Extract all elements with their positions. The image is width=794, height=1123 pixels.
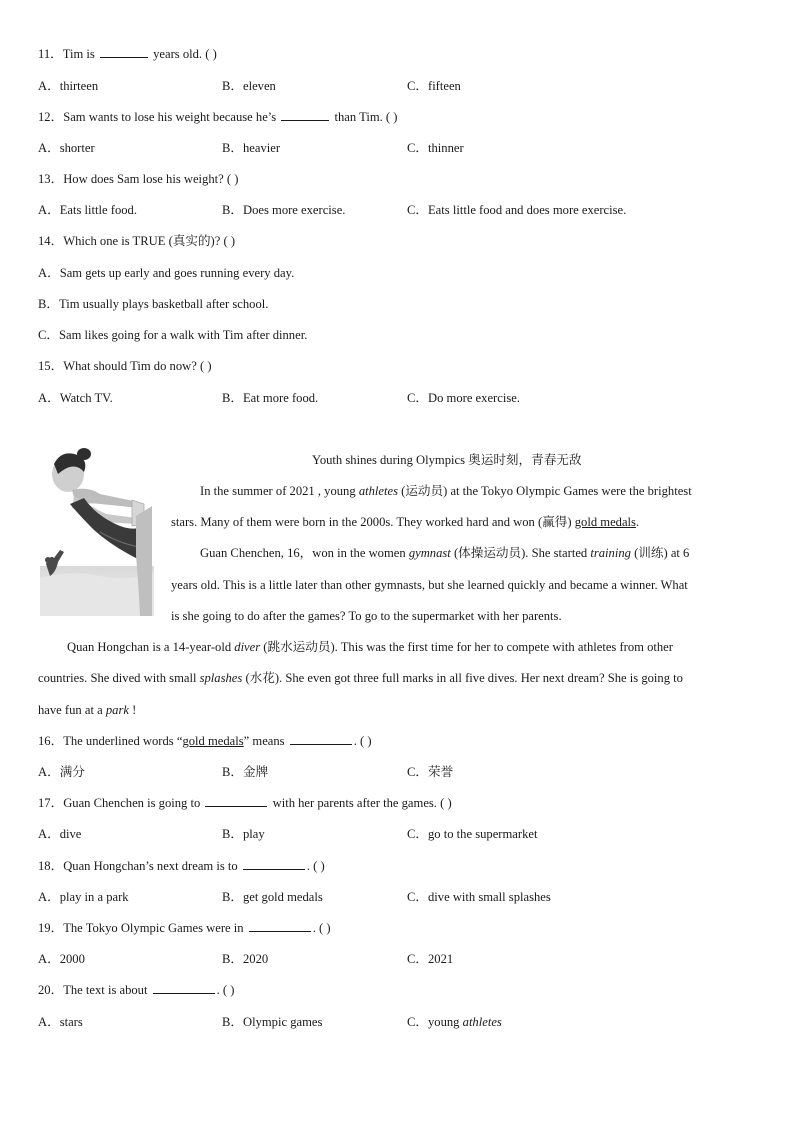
answer-blank [100, 46, 148, 58]
option-a: A．Eats little food. [38, 203, 137, 217]
option-b: B．Eat more food. [222, 391, 319, 405]
passage-paragraph-2-line-3: is she going to do after the games? To go to the supermarket with her parents. [171, 609, 562, 623]
answer-blank [281, 109, 329, 121]
option-b: B．Tim usually plays basketball after school. [38, 297, 269, 311]
question-18: 18．Quan Hongchan’s next dream is to . ( ) [38, 859, 325, 873]
answer-blank [153, 982, 215, 994]
option-b: B．heavier [222, 141, 281, 155]
option-a: A．play in a park [38, 890, 129, 904]
passage-paragraph-3-line-2: countries. She dived with small splashes (水花). She even got three full marks in all five dives. Her next dream? She is going to [38, 671, 683, 685]
option-a: A．Watch TV. [38, 391, 113, 405]
option-a: A．stars [38, 1015, 83, 1029]
option-c: C．go to the supermarket [407, 827, 538, 841]
answer-blank [243, 858, 305, 870]
option-c: C．荣誉 [407, 765, 454, 779]
answer-blank [249, 920, 311, 932]
question-14: 14．Which one is TRUE (真实的)? ( ) [38, 234, 236, 248]
passage-paragraph-3: Quan Hongchan is a 14-year-old diver (跳水运动员). This was the first time for her to compete with athletes from other [67, 640, 673, 654]
passage-paragraph-3-line-3: have fun at a park ! [38, 703, 137, 717]
question-12: 12．Sam wants to lose his weight because he’s than Tim. ( ) [38, 110, 398, 124]
option-a: A．满分 [38, 765, 85, 779]
question-20: 20．The text is about . ( ) [38, 983, 235, 997]
option-a: A．shorter [38, 141, 95, 155]
question-11: 11．Tim is years old. ( ) [38, 47, 217, 61]
option-c: C．Sam likes going for a walk with Tim after dinner. [38, 328, 308, 342]
option-c: C．thinner [407, 141, 464, 155]
passage-title: Youth shines during Olympics 奥运时刻，青春无敌 [312, 453, 582, 467]
option-c: C．2021 [407, 952, 454, 966]
option-b: B．Does more exercise. [222, 203, 346, 217]
option-c: C．dive with small splashes [407, 890, 551, 904]
underlined-gold-medals: gold medals [574, 515, 636, 529]
passage-paragraph-1-line-2: stars. Many of them were born in the 2000s. They worked hard and won (赢得) gold medals. [171, 515, 640, 529]
question-19: 19．The Tokyo Olympic Games were in . ( ) [38, 921, 331, 935]
option-b: B．2020 [222, 952, 269, 966]
gymnast-illustration [40, 446, 154, 616]
passage-paragraph-2: Guan Chenchen, 16，won in the women gymnast (体操运动员). She started training (训练) at 6 [200, 546, 690, 560]
option-c: C．Do more exercise. [407, 391, 520, 405]
answer-blank [205, 795, 267, 807]
question-15: 15．What should Tim do now? ( ) [38, 359, 212, 373]
option-a: A．dive [38, 827, 82, 841]
option-b: B．金牌 [222, 765, 269, 779]
passage-paragraph-1: In the summer of 2021 , young athletes (运动员) at the Tokyo Olympic Games were the brightest [200, 484, 692, 498]
option-b: B．Olympic games [222, 1015, 323, 1029]
option-a: A．2000 [38, 952, 85, 966]
option-a: A．thirteen [38, 79, 99, 93]
option-c: C．Eats little food and does more exercise. [407, 203, 627, 217]
option-b: B．get gold medals [222, 890, 323, 904]
option-c: C．fifteen [407, 79, 461, 93]
option-c: C．young athletes [407, 1015, 502, 1029]
question-17: 17．Guan Chenchen is going to with her parents after the games. ( ) [38, 796, 452, 810]
option-b: B．eleven [222, 79, 276, 93]
option-a: A．Sam gets up early and goes running every day. [38, 266, 295, 280]
option-b: B．play [222, 827, 265, 841]
answer-blank [290, 733, 352, 745]
passage-paragraph-2-line-2: years old. This is a little later than other gymnasts, but she learned quickly and became a winner. What [171, 578, 688, 592]
question-13: 13．How does Sam lose his weight? ( ) [38, 172, 239, 186]
question-16: 16．The underlined words “gold medals” means . ( ) [38, 734, 372, 748]
